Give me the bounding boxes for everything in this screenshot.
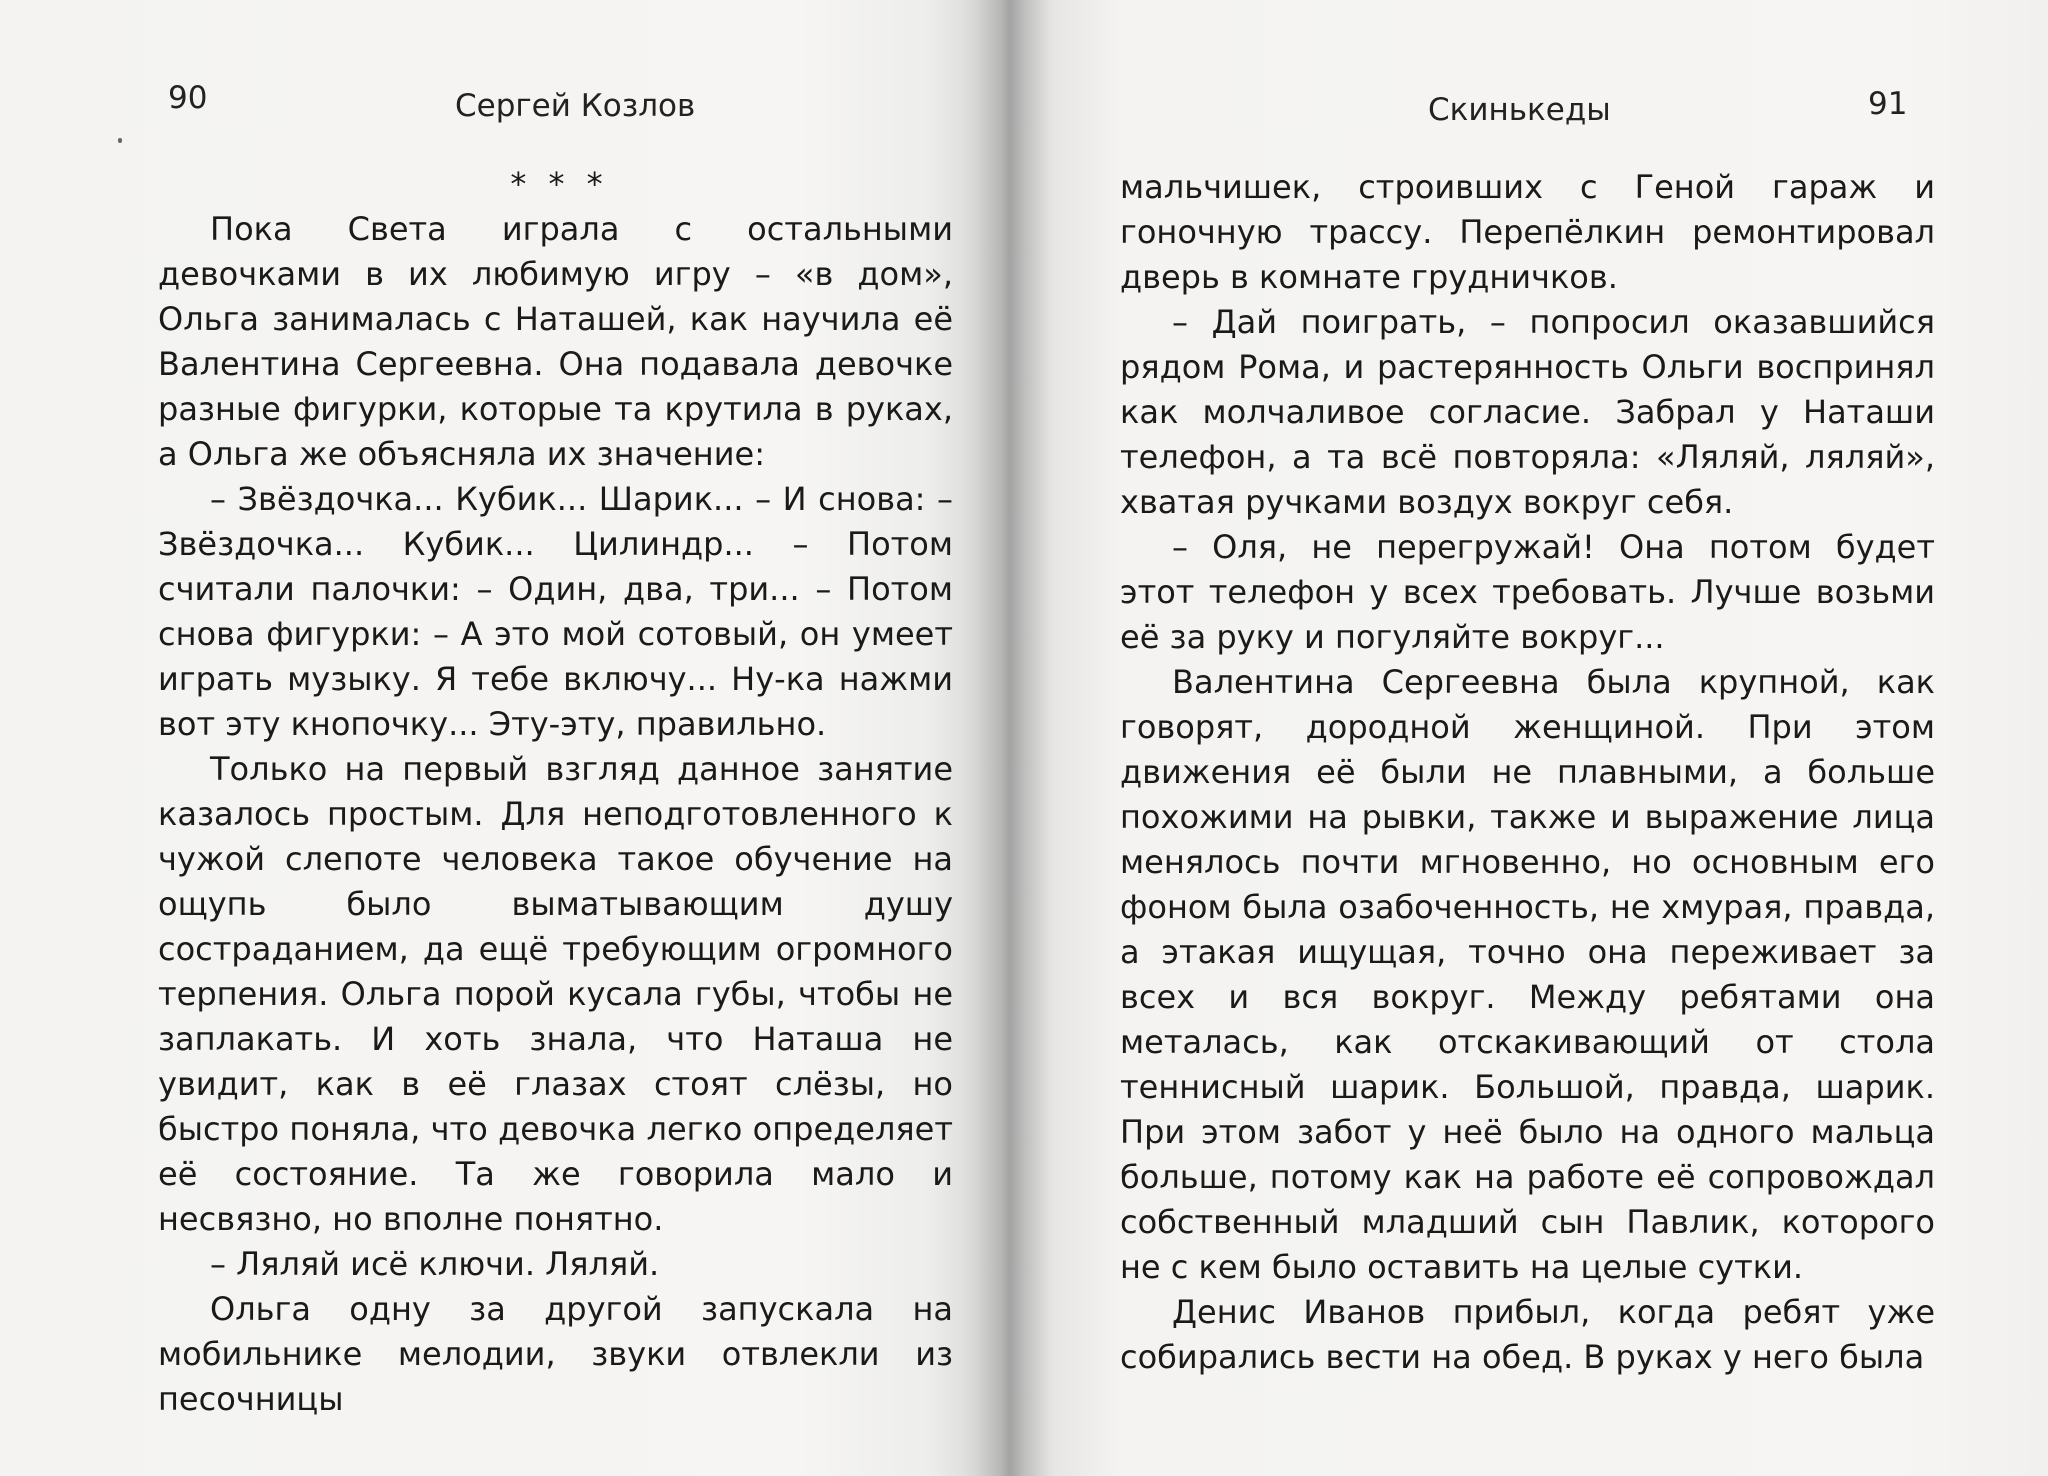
left-page [0, 0, 1000, 1476]
left-text-block [158, 162, 953, 1422]
paragraph: Валентина Сергеевна была крупной, как говорят, дородной женщиной. При этом движения её были не плавными, а больше похожими на рывки, также и выражение лица менялось почти мгновенно, но основным его фоном была озабоченность, не хмурая, правда, а этакая ищущая, точно она переживает за всех и вся вокруг. Между ребятами она металась, как отскакивающий от стола теннисный шарик. Большой, правда, шарик. При этом забот у неё было на одного мальца больше, потому как на работе её сопровождал собственный младший сын Павлик, которого не с кем было оставить на целые сутки. [1120, 663, 1935, 1286]
right-page [1030, 0, 2048, 1476]
section-separator: * * * [510, 165, 609, 203]
right-running-head: Скинькеды [1428, 92, 1611, 128]
paragraph: Денис Иванов прибыл, когда ребят уже собирались вести на обед. В руках у него была [1120, 1293, 1935, 1376]
paragraph: – Звёздочка... Кубик... Шарик... – И снова: – Звёздочка... Кубик... Цилиндр... – Потом считали палочки: – Один, два, три... – Потом снова фигурки: – А это мой сотовый, он умеет играть музыку. Я тебе включу... Ну-ка нажми вот эту кнопочку... Эту-эту, правильно. [158, 480, 953, 743]
left-running-head: Сергей Козлов [455, 88, 696, 124]
left-page-number: 90 [168, 80, 208, 116]
right-text-block [1120, 165, 1935, 1380]
paper-speck [118, 138, 122, 143]
right-page-number: 91 [1868, 86, 1908, 122]
paragraph: – Дай поиграть, – попросил оказавшийся рядом Рома, и растерянность Ольги воспринял как молчаливое согласие. Забрал у Наташи телефон, а та всё повторяла: «Ляляй, ляляй», хватая ручками воздух вокруг себя. [1120, 303, 1935, 521]
paragraph: мальчишек, строивших с Геной гараж и гоночную трассу. Перепёлкин ремонтировал дверь в комнате грудничков. [1120, 168, 1935, 296]
paragraph: Ольга одну за другой запускала на мобильнике мелодии, звуки отвлекли из песочницы [158, 1290, 953, 1418]
paragraph: – Ляляй исё ключи. Ляляй. [210, 1245, 660, 1283]
paragraph: Только на первый взгляд данное занятие казалось простым. Для неподготовленного к чужой слепоте человека такое обучение на ощупь было выматывающим душу состраданием, да ещё требующим огромного терпения. Ольга порой кусала губы, чтобы не заплакать. И хоть знала, что Наташа не увидит, как в её глазах стоят слёзы, но быстро поняла, что девочка легко определяет её состояние. Та же говорила мало и несвязно, но вполне понятно. [158, 750, 953, 1238]
paragraph: Пока Света играла с остальными девочками в их любимую игру – «в дом», Ольга занималась с Наташей, как научила её Валентина Сергеевна. Она подавала девочке разные фигурки, которые та крутила в руках, а Ольга же объясняла их значение: [158, 210, 953, 473]
paragraph: – Оля, не перегружай! Она потом будет этот телефон у всех требовать. Лучше возьми её за руку и погуляйте вокруг... [1120, 528, 1935, 656]
